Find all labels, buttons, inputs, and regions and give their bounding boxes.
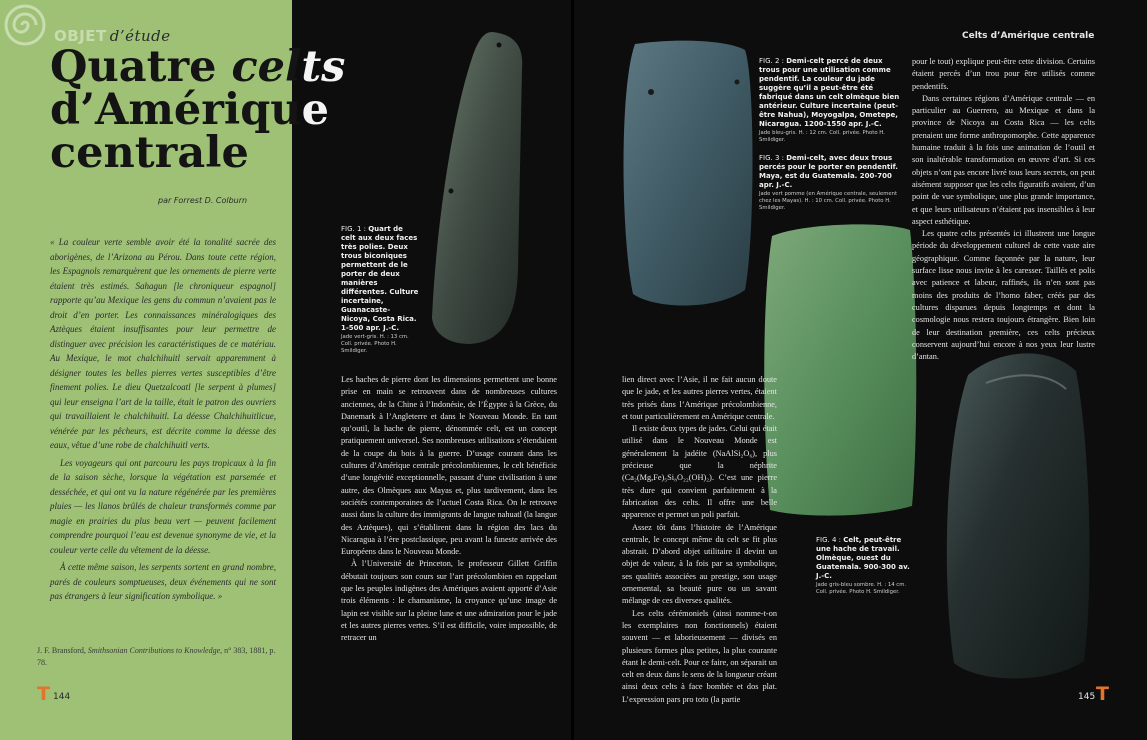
celt-fig3-image	[760, 220, 920, 520]
celt-fig4-image	[938, 345, 1098, 685]
body-paragraph: Dans certaines régions d’Amérique centrale — en particulier au Guerrero, au Mexique et dans la province de Nicoya au Costa Rica — les celts prenaient une forme anthropomorphe. Cette apparence humaine traduit à la fois une animation de l’outil et son inaltérable transformation en œuvre d’art. Si ces objets n’ont pas encore livré tous leurs secrets, on peut aisément supposer que les celts figuratifs avaient, d’un point de vue symbolique, une plus grande importance, et que leurs utilisateurs n’étaient pas insensibles à leur aspect esthétique.	[912, 93, 1095, 226]
body-column-3	[912, 56, 1095, 362]
body-paragraph: Les haches de pierre dont les dimensions permettent une bonne prise en main se retrouvent dans de nombreuses cultures anciennes, de la Chine à l’Indonésie, de l’Égypte à la Grèce, du Danemark à l’Angleterre et dans le Nouveau Monde. En tant qu’outil, la hache de pierre, dénommée celt, est un concept pratiquement universel. Ses nombreuses utilisations s’étendaient de la coupe du bois à la guerre. D’usage courant dans les cultures d’Amérique centrale précolombiennes, le celt bénéficie d’une longévité exceptionnelle, passant d’une civilisation à une autre, des Olmèques aux Mayas et, plus tardivement, dans les sociétés contemporaines de l’actuel Costa Rica. On le retrouve aussi dans la culture des immigrants de langue nahuatl (la langue des Aztèques), qui s’établirent dans la région des lacs du Nicaragua à l’ère postclassique, peu avant la funeste arrivée des Européens dans le Nouveau Monde.	[341, 375, 557, 557]
page-number-left: 144	[53, 692, 71, 702]
celt-fig1-image	[422, 28, 532, 348]
page-gutter	[571, 0, 574, 740]
body-paragraph: lien direct avec l’Asie, il ne fait aucun doute que le jade, et les autres pierres vertes, étaient très prisés dans l’Amérique précolombienne, et tout particulièrement en Amérique centrale.	[622, 375, 777, 421]
body-paragraph: À l’Université de Princeton, le professeur Gillett Griffin débutait toujours son cours sur l’art précolombien en rappelant que les peuples indigènes des Amériques avaient apporté d’Asie trois éléments : le chamanisme, la croyance qu’une image de lapin est visible sur la pleine lune et une admiration pour le jade et les autres pierres vertes. S’il est difficile, voire impossible, de retracer un	[341, 559, 557, 643]
quote-paragraph: À cette même saison, les serpents sortent en grand nombre, parés de couleurs somptueuses, deux événements qui ne sont pas étrangers à leur signification symbolique. »	[50, 562, 276, 601]
body-column-2	[622, 374, 777, 704]
article-title: Quatre celts d’Amérique centrale	[50, 42, 346, 178]
celt-fig2-image	[617, 38, 757, 312]
section-kicker: OBJET d’étude	[54, 27, 171, 45]
quote-paragraph: Les voyageurs qui ont parcouru les pays tropicaux à la fin de la saison sèche, lorsque la végétation est parsemée et desséchée, et qui ont vu la nature régénérée par les premières pluies — les llanos brûlés de chaleur transformés comme par magie en prairies du plus beau vert — peuvent facilement comprendre pourquoi l’eau est devenue synonyme de vie, et la couleur verte celle du vêtement de la déesse.	[50, 457, 276, 555]
magazine-logo-icon: T	[37, 683, 50, 705]
quote-reference: J. F. Bransford, Smithsonian Contributions to Knowledge, n° 383, 1881, p. 78.	[37, 646, 276, 667]
spiral-logo-icon	[4, 4, 46, 46]
figure-caption-4: FIG. 4 : Celt, peut-être une hache de travail. Olmèque, ouest du Guatemala. 900-300 av. J.-C. Jade gris-bleu sombre. H. : 14 cm. Coll. privée. Photo H. Smildiger.	[816, 536, 910, 595]
author-byline: par Forrest D. Colburn	[158, 196, 248, 205]
body-paragraph: Les celts cérémoniels (ainsi nomme-t-on les exemplaires non fonctionnels) étaient souvent — et laborieusement — divisés en plusieurs formes plus petites, la plus courante étant le demi-celt. Pour ce faire, on séparait un celt en deux dans le sens de la longueur créant ainsi deux celts à face bombée et dos plat. L’expression pars pro toto (la partie	[622, 608, 777, 704]
figure-caption-3: FIG. 3 : Demi-celt, avec deux trous percés pour le porter en pendentif. Maya, est du Guatemala. 200-700 apr. J.-C. Jade vert pomme (en Amérique centrale, seulement chez les Mayas). H. : 10 cm. Coll. privée. Photo H. Smildiger.	[759, 154, 898, 211]
body-paragraph: pour le tout) explique peut-être cette division. Certains étaient percés d’un trou pour être utilisés comme pendentifs.	[912, 57, 1095, 91]
page-number-right: 145	[1078, 692, 1096, 702]
body-paragraph: Les quatre celts présentés ici illustrent une longue période du développement culturel de cette vaste aire géographique. Comme façonnée par la nature, leur surface lisse nous invite à les caresser. Taillés et polis avec patience et labeur, raffinés, ils n’en sont pas moins des produits de l’homo faber, créés par des cultures disparues depuis longtemps et dont la cosmologie nous restera toujours étrangère. Bien loin de leur destination première, ces celts précieux conservent aujourd’hui encore à nos yeux leur lustre d’antan.	[912, 229, 1095, 362]
figure-caption-1: FIG. 1 : Quart de celt aux deux faces très polies. Deux trous biconiques permettent de le porter de deux manières différentes. Culture incertaine, Guanacaste-Nicoya, Costa Rica. 1-500 apr. J.-C. Jade vert-gris. H. : 13 cm. Coll. privée. Photo H. Smildiger.	[341, 225, 419, 354]
body-column-1	[341, 374, 557, 645]
magazine-logo-icon: T	[1096, 683, 1109, 705]
body-paragraph: Il existe deux types de jades. Celui qui était utilisé dans le Nouveau Monde est généralement la jadéite (NaAlSi₂O₆), plus précieuse que la néphrite (Ca₂(Mg,Fe)₅Si₈O₂₂(OH)₂). C’est une pierre très dure qui convient parfaitement à la fabrication des celts. Il offre une belle apparence et permet un poli parfait.	[622, 424, 777, 520]
figure-caption-2: FIG. 2 : Demi-celt percé de deux trous pour une utilisation comme pendentif. La couleur du jade suggère qu’il a peut-être été fabriqué dans un celt olmèque bien antérieur. Culture incertaine (peut-être Nahua), Moyogalpa, Ometepe, Nicaragua. 1200-1550 apr. J.-C. Jade bleu-gris. H. : 12 cm. Coll. privée. Photo H. Smildiger.	[759, 57, 900, 143]
section-header: Celts d’Amérique centrale	[962, 31, 1095, 41]
body-paragraph: Assez tôt dans l’histoire de l’Amérique centrale, le concept même du celt se fit plus abstrait. D’abord objet utilitaire il devint un objet de valeur, à la fois par sa symbolique, ses qualités associées au prestige, son usage ornemental, sa beauté pure ou un savant mélange de ces diverses qualités.	[622, 522, 777, 606]
epigraph-quote	[50, 235, 276, 604]
quote-paragraph: « La couleur verte semble avoir été la tonalité sacrée des aborigènes, de l’Arizona au Pérou. Dans toute cette région, les Espagnols remarquèrent que les ornements de pierre verte étaient très estimés. Sahagun [le chroniqueur espagnol] rapporte qu’au Mexique les gens du commun n’avaient pas le droit d’en porter. Les connaissances minéralogiques des Aztèques étaient insuffisantes pour leur permettre de distinguer avec précision les caractéristiques de ce matériau. Au Mexique, le mot chalchihuitl servait apparemment à désigner toutes les belles pierres vertes susceptibles d’être finement polies. Le dieu Quetzalcoatl [le serpent à plumes] qui leur enseigna l’art de la taille, était le patron des ouvriers qui travaillaient le chalchihuitl. La déesse Chalchihuitlicue, vénérée par les pêcheurs, est décrite comme la déesse des eaux, vêtue d’une robe de chalchihuitl verts.	[50, 237, 276, 450]
